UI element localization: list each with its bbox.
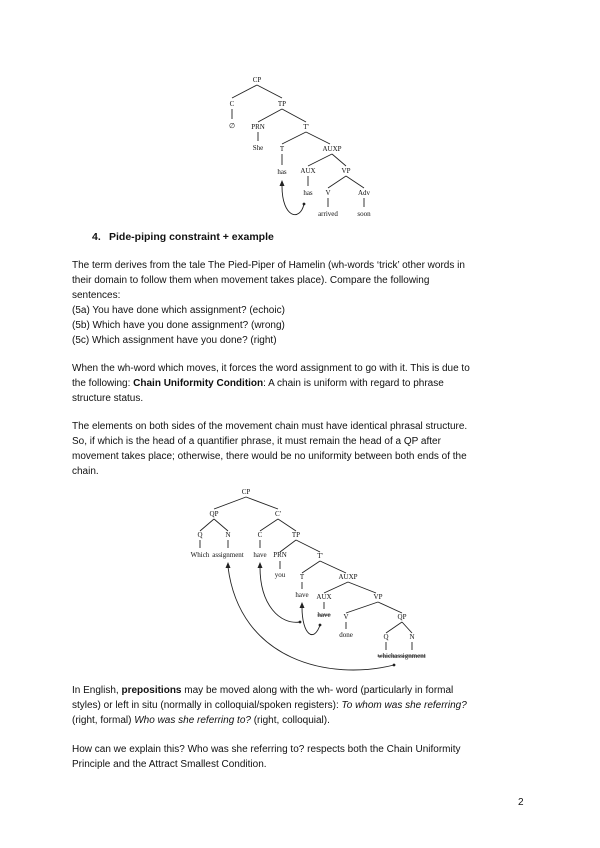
tree2-node-QP: QP bbox=[209, 510, 219, 518]
tree2-node-C-have: have bbox=[253, 551, 267, 559]
tree1-node-AUX-has: has bbox=[303, 189, 313, 197]
tree2-node-T-have: have bbox=[295, 591, 309, 599]
tree1-node-Tbar: T' bbox=[303, 123, 309, 131]
tree2-node-CP: CP bbox=[241, 488, 251, 496]
text-line: The term derives from the tale The Pied-Piper of Hamelin (wh-words ‘trick’ other words in bbox=[72, 260, 465, 271]
tree2-node-T: T bbox=[299, 573, 305, 581]
paragraph-2 bbox=[72, 361, 520, 406]
text-run: (right, formal) bbox=[72, 715, 135, 726]
tree1-node-Adv: Adv bbox=[357, 189, 371, 197]
text-line: movement takes place; otherwise, there would be no uniformity between both ends of the bbox=[72, 451, 467, 462]
text-line bbox=[72, 683, 520, 698]
tree1-node-null: ∅ bbox=[228, 122, 236, 130]
text-line: How can we explain this? Who was she referring to? respects both the Chain Uniformity bbox=[72, 744, 461, 755]
text-line: their domain to follow them when movement takes place). Compare the following bbox=[72, 275, 430, 286]
syntax-tree-1 bbox=[220, 72, 380, 222]
tree1-movement-arrow bbox=[282, 186, 304, 215]
tree2-node-you: you bbox=[274, 571, 286, 579]
term-prepositions: prepositions bbox=[121, 685, 182, 696]
tree2-node-V: V bbox=[343, 613, 349, 621]
section-heading bbox=[92, 231, 274, 243]
tree1-arrowhead bbox=[280, 180, 285, 186]
tree1-node-C: C bbox=[229, 100, 235, 108]
section-title: Pide-piping constraint + example bbox=[109, 231, 274, 243]
tree2-node-N: N bbox=[225, 531, 231, 539]
tree2-node-PRN: PRN bbox=[273, 551, 287, 559]
tree1-node-V: V bbox=[325, 189, 331, 197]
paragraph-4 bbox=[72, 683, 520, 728]
text-run: : A chain is uniform with regard to phrase bbox=[263, 378, 444, 389]
text-line: So, if which is the head of a quantifier phrase, it must remain the head of a QP after bbox=[72, 436, 441, 447]
example-5b: (5b) Which have you done assignment? (wrong) bbox=[72, 320, 285, 331]
tree2-node-VP: VP bbox=[373, 593, 383, 601]
tree2-node-Q: Q bbox=[197, 531, 203, 539]
example-colloquial: Who was she referring to? bbox=[134, 715, 251, 726]
text-line: When the wh-word which moves, it forces the word assignment to go with it. This is due to bbox=[72, 363, 470, 374]
paragraph-3 bbox=[72, 419, 520, 479]
example-5c: (5c) Which assignment have you done? (right) bbox=[72, 335, 277, 346]
tree1-node-VP: VP bbox=[341, 167, 351, 175]
tree2-node-Tbar: T' bbox=[317, 552, 323, 560]
paragraph-1 bbox=[72, 258, 520, 348]
term-chain-uniformity: Chain Uniformity Condition bbox=[133, 378, 264, 389]
text-line: The elements on both sides of the movement chain must have identical phrasal structure. bbox=[72, 421, 468, 432]
section-number: 4. bbox=[92, 231, 101, 243]
tree1-node-AUX: AUX bbox=[300, 167, 316, 175]
tree2-node-AUX-have: have bbox=[317, 611, 331, 619]
tree1-node-She: She bbox=[252, 144, 264, 152]
example-5a: (5a) You have done which assignment? (echoic) bbox=[72, 305, 285, 316]
tree2-node-N-lower: N bbox=[409, 633, 415, 641]
tree1-node-TP: TP bbox=[277, 100, 287, 108]
text-line: sentences: bbox=[72, 290, 121, 301]
tree2-node-QP-lower: QP bbox=[397, 613, 407, 621]
tree2-node-C: C bbox=[257, 531, 263, 539]
tree2-arrow-qp-movement bbox=[228, 567, 394, 670]
paragraph-5 bbox=[72, 742, 520, 772]
tree2-node-assignment: assignment bbox=[212, 551, 244, 559]
text-run: In English, bbox=[72, 685, 122, 696]
tree2-node-Cbar: C' bbox=[275, 510, 281, 518]
text-line bbox=[72, 376, 520, 391]
tree1-node-soon: soon bbox=[357, 210, 371, 218]
tree2-node-AUX: AUX bbox=[316, 593, 332, 601]
tree2-node-TP: TP bbox=[291, 531, 301, 539]
text-line: chain. bbox=[72, 466, 99, 477]
example-formal: To whom was she referring? bbox=[341, 700, 467, 711]
text-line bbox=[72, 713, 520, 728]
tree1-node-CP: CP bbox=[252, 76, 262, 84]
tree2-node-done: done bbox=[339, 631, 353, 639]
text-line: structure status. bbox=[72, 393, 144, 404]
tree2-node-AUXP: AUXP bbox=[338, 573, 358, 581]
tree1-node-T: T bbox=[279, 145, 285, 153]
tree2-node-assignment-trace: assignment bbox=[394, 652, 426, 660]
tree2-node-which-trace: which bbox=[377, 652, 395, 660]
tree2-arrowhead-c bbox=[258, 562, 263, 568]
text-run: styles) or left in situ (normally in colloquial/spoken registers): bbox=[72, 700, 342, 711]
tree1-node-T-has: has bbox=[277, 168, 287, 176]
text-run: (right, colloquial). bbox=[250, 715, 330, 726]
tree1-node-AUXP: AUXP bbox=[322, 145, 342, 153]
tree2-node-Q-lower: Q bbox=[383, 633, 389, 641]
page-number: 2 bbox=[518, 797, 524, 808]
tree1-node-PRN: PRN bbox=[251, 123, 265, 131]
tree2-arrowhead-qp bbox=[226, 562, 231, 568]
text-run: may be moved along with the wh- word (particularly in formal bbox=[181, 685, 454, 696]
text-line: Principle and the Attract Smallest Condition. bbox=[72, 759, 267, 770]
text-line bbox=[72, 698, 520, 713]
tree2-arrowhead-t bbox=[300, 602, 305, 608]
tree2-node-Which: Which bbox=[190, 551, 210, 559]
syntax-tree-2 bbox=[180, 485, 426, 675]
tree1-node-arrived: arrived bbox=[318, 210, 338, 218]
text-run: the following: bbox=[72, 378, 134, 389]
